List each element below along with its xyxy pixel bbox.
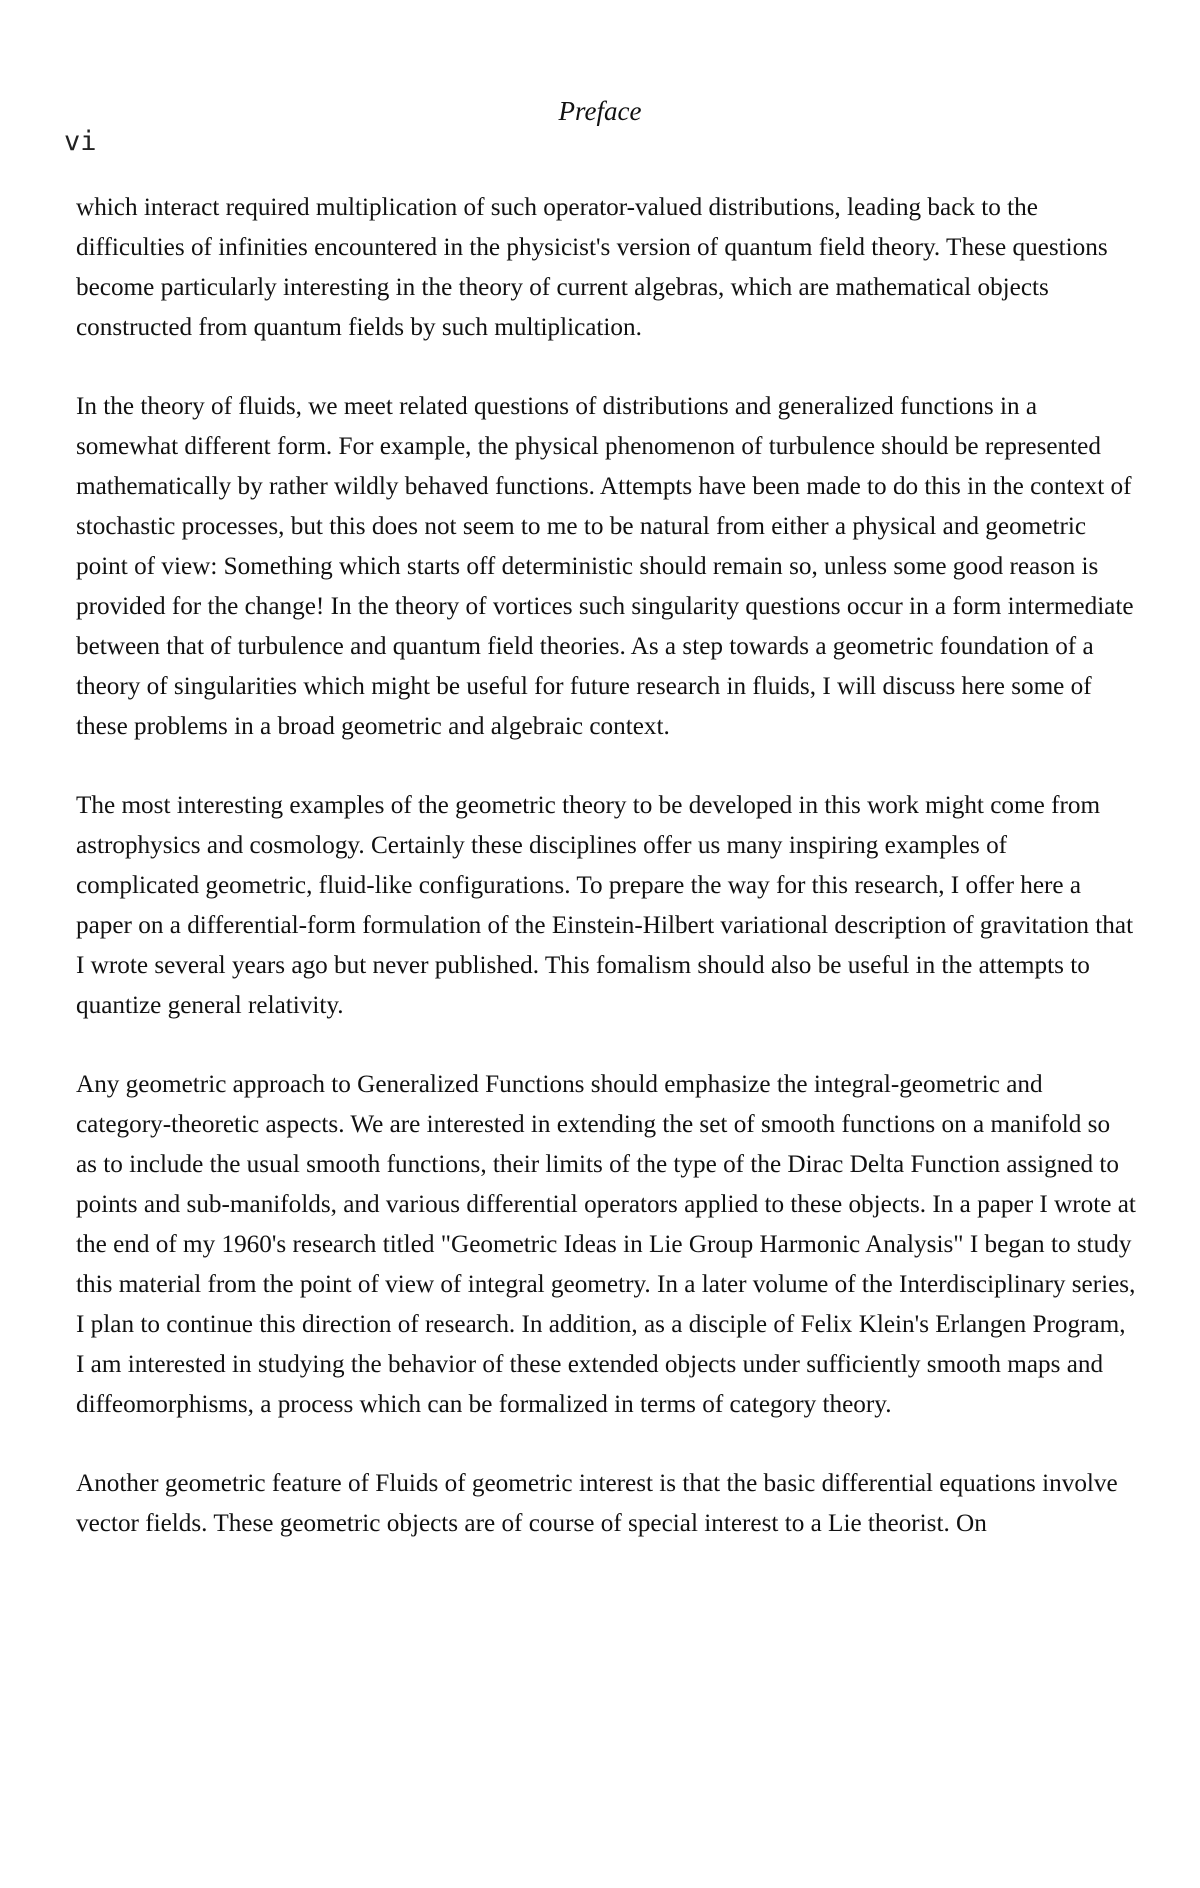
paragraph-5: Another geometric feature of Fluids of geometric interest is that the basic differential equations involve vector fields. These geometric objects are of course of special interest to a Lie theorist. On xyxy=(76,1470,1118,1537)
body-text xyxy=(76,188,1136,1544)
page-number: vi xyxy=(64,126,97,157)
paragraph-3: The most interesting examples of the geometric theory to be developed in this work might come from astrophysics and cosmology. Certainly these disciplines offer us many inspiring examples of complicated geometric, fluid-like configurations. To prepare the way for this research, I offer here a paper on a differential-form formulation of the Einstein-Hilbert variational description of gravitation that I wrote several years ago but never published. This fomalism should also be useful in the attempts to quantize general relativity. xyxy=(76,792,1134,1019)
running-head: Preface xyxy=(558,96,642,126)
paragraph-4: Any geometric approach to Generalized Functions should emphasize the integral-geometric and category-theoretic aspects. We are interested in extending the set of smooth functions on a manifold so as to include the usual smooth functions, their limits of the type of the Dirac Delta Function assigned to points and sub-manifolds, and various differential operators applied to these objects. In a paper I wrote at the end of my 1960's research titled "Geometric Ideas in Lie Group Harmonic Analysis" I began to study this material from the point of view of integral geometry. In a later volume of the Interdisciplinary series, I plan to continue this direction of research. In addition, as a disciple of Felix Klein's Erlangen Program, I am interested in studying the behavior of these extended objects under sufficiently smooth maps and diffeomorphisms, a process which can be formalized in terms of category theory. xyxy=(76,1071,1136,1418)
paragraph-2: In the theory of fluids, we meet related questions of distributions and generalized functions in a somewhat different form. For example, the physical phenomenon of turbulence should be represented mathematically by rather wildly behaved functions. Attempts have been made to do this in the context of stochastic processes, but this does not seem to me to be natural from either a physical and geometric point of view: Something which starts off deterministic should remain so, unless some good reason is provided for the change! In the theory of vortices such singularity questions occur in a form intermediate between that of turbulence and quantum field theories. As a step towards a geometric foundation of a theory of singularities which might be useful for future research in fluids, I will discuss here some of these problems in a broad geometric and algebraic context. xyxy=(76,393,1134,740)
paragraph-1: which interact required multiplication of such operator-valued distributions, leading back to the difficulties of infinities encountered in the physicist's version of quantum field theory. These questions become particularly interesting in the theory of current algebras, which are mathematical objects constructed from quantum fields by such multiplication. xyxy=(76,194,1108,341)
